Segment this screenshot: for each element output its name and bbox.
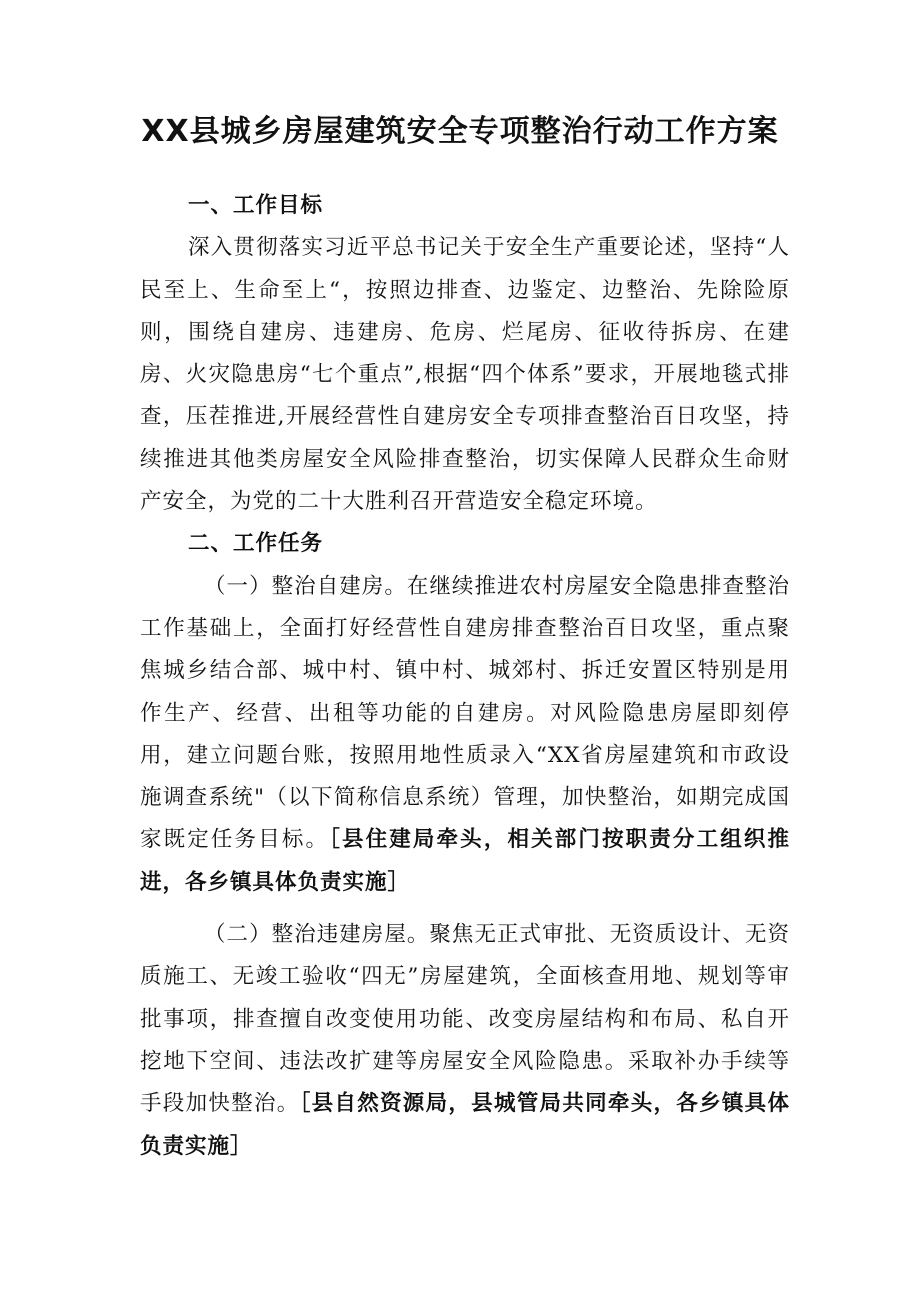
task-illegal-buildings xyxy=(140,914,790,1168)
task-self-built-housing xyxy=(140,566,790,904)
section-heading-goals: 一、工作目标 xyxy=(188,193,324,218)
document-title: XX县城乡房屋建筑安全专项整治行动工作方案 xyxy=(141,114,779,149)
task-1-text: （一）整治自建房。在继续推进农村房屋安全隐患排查整治工作基础上，全面打好经营性自建房排查整治百日攻坚，重点聚焦城乡结合部、城中村、镇中村、城郊村、拆迁安置区特别是用作生产、经营、出租等功能的自建房。对风险隐患房屋即刻停用，建立问题台账，按照用地性质录入“XX省房屋建筑和市政设施调查系统"（以下简称信息系统）管理，加快整治，如期完成国家既定任务目标。 xyxy=(140,573,790,853)
task-1-responsibility: ［县住建局牵头，相关部门按职责分工组织推进，各乡镇具体负责实施］ xyxy=(140,827,790,895)
section-heading-tasks: 二、工作任务 xyxy=(188,531,324,557)
task-2-text: （二）整治违建房屋。聚焦无正式审批、无资质设计、无资质施工、无竣工验收“四无”房屋建筑，全面核查用地、规划等审批事项，排查擅自改变使用功能、改变房屋结构和布局、私自开挖地下空间、违法改扩建等房屋安全风险隐患。采取补办手续等手段加快整治。 xyxy=(140,922,790,1117)
goals-paragraph: 深入贯彻落实习近平总书记关于安全生产重要论述，坚持“人民至上、生命至上“，按照边排查、边鉴定、边整治、先除险原则，围绕自建房、违建房、危房、烂尾房、征收待拆房、在建房、火灾隐患房“七个重点”,根据“四个体系”要求，开展地毯式排查，压茬推进,开展经营性自建房安全专项排查整治百日攻坚，持续推进其他类房屋安全风险排查整治，切实保障人民群众生命财产安全，为党的二十大胜利召开营造安全稳定环境。 xyxy=(140,235,790,515)
paragraph-gap xyxy=(140,904,790,914)
task-2-responsibility: ［县自然资源局，县城管局共同牵头，各乡镇具体负责实施］ xyxy=(140,1091,790,1159)
document-body xyxy=(140,185,790,1168)
